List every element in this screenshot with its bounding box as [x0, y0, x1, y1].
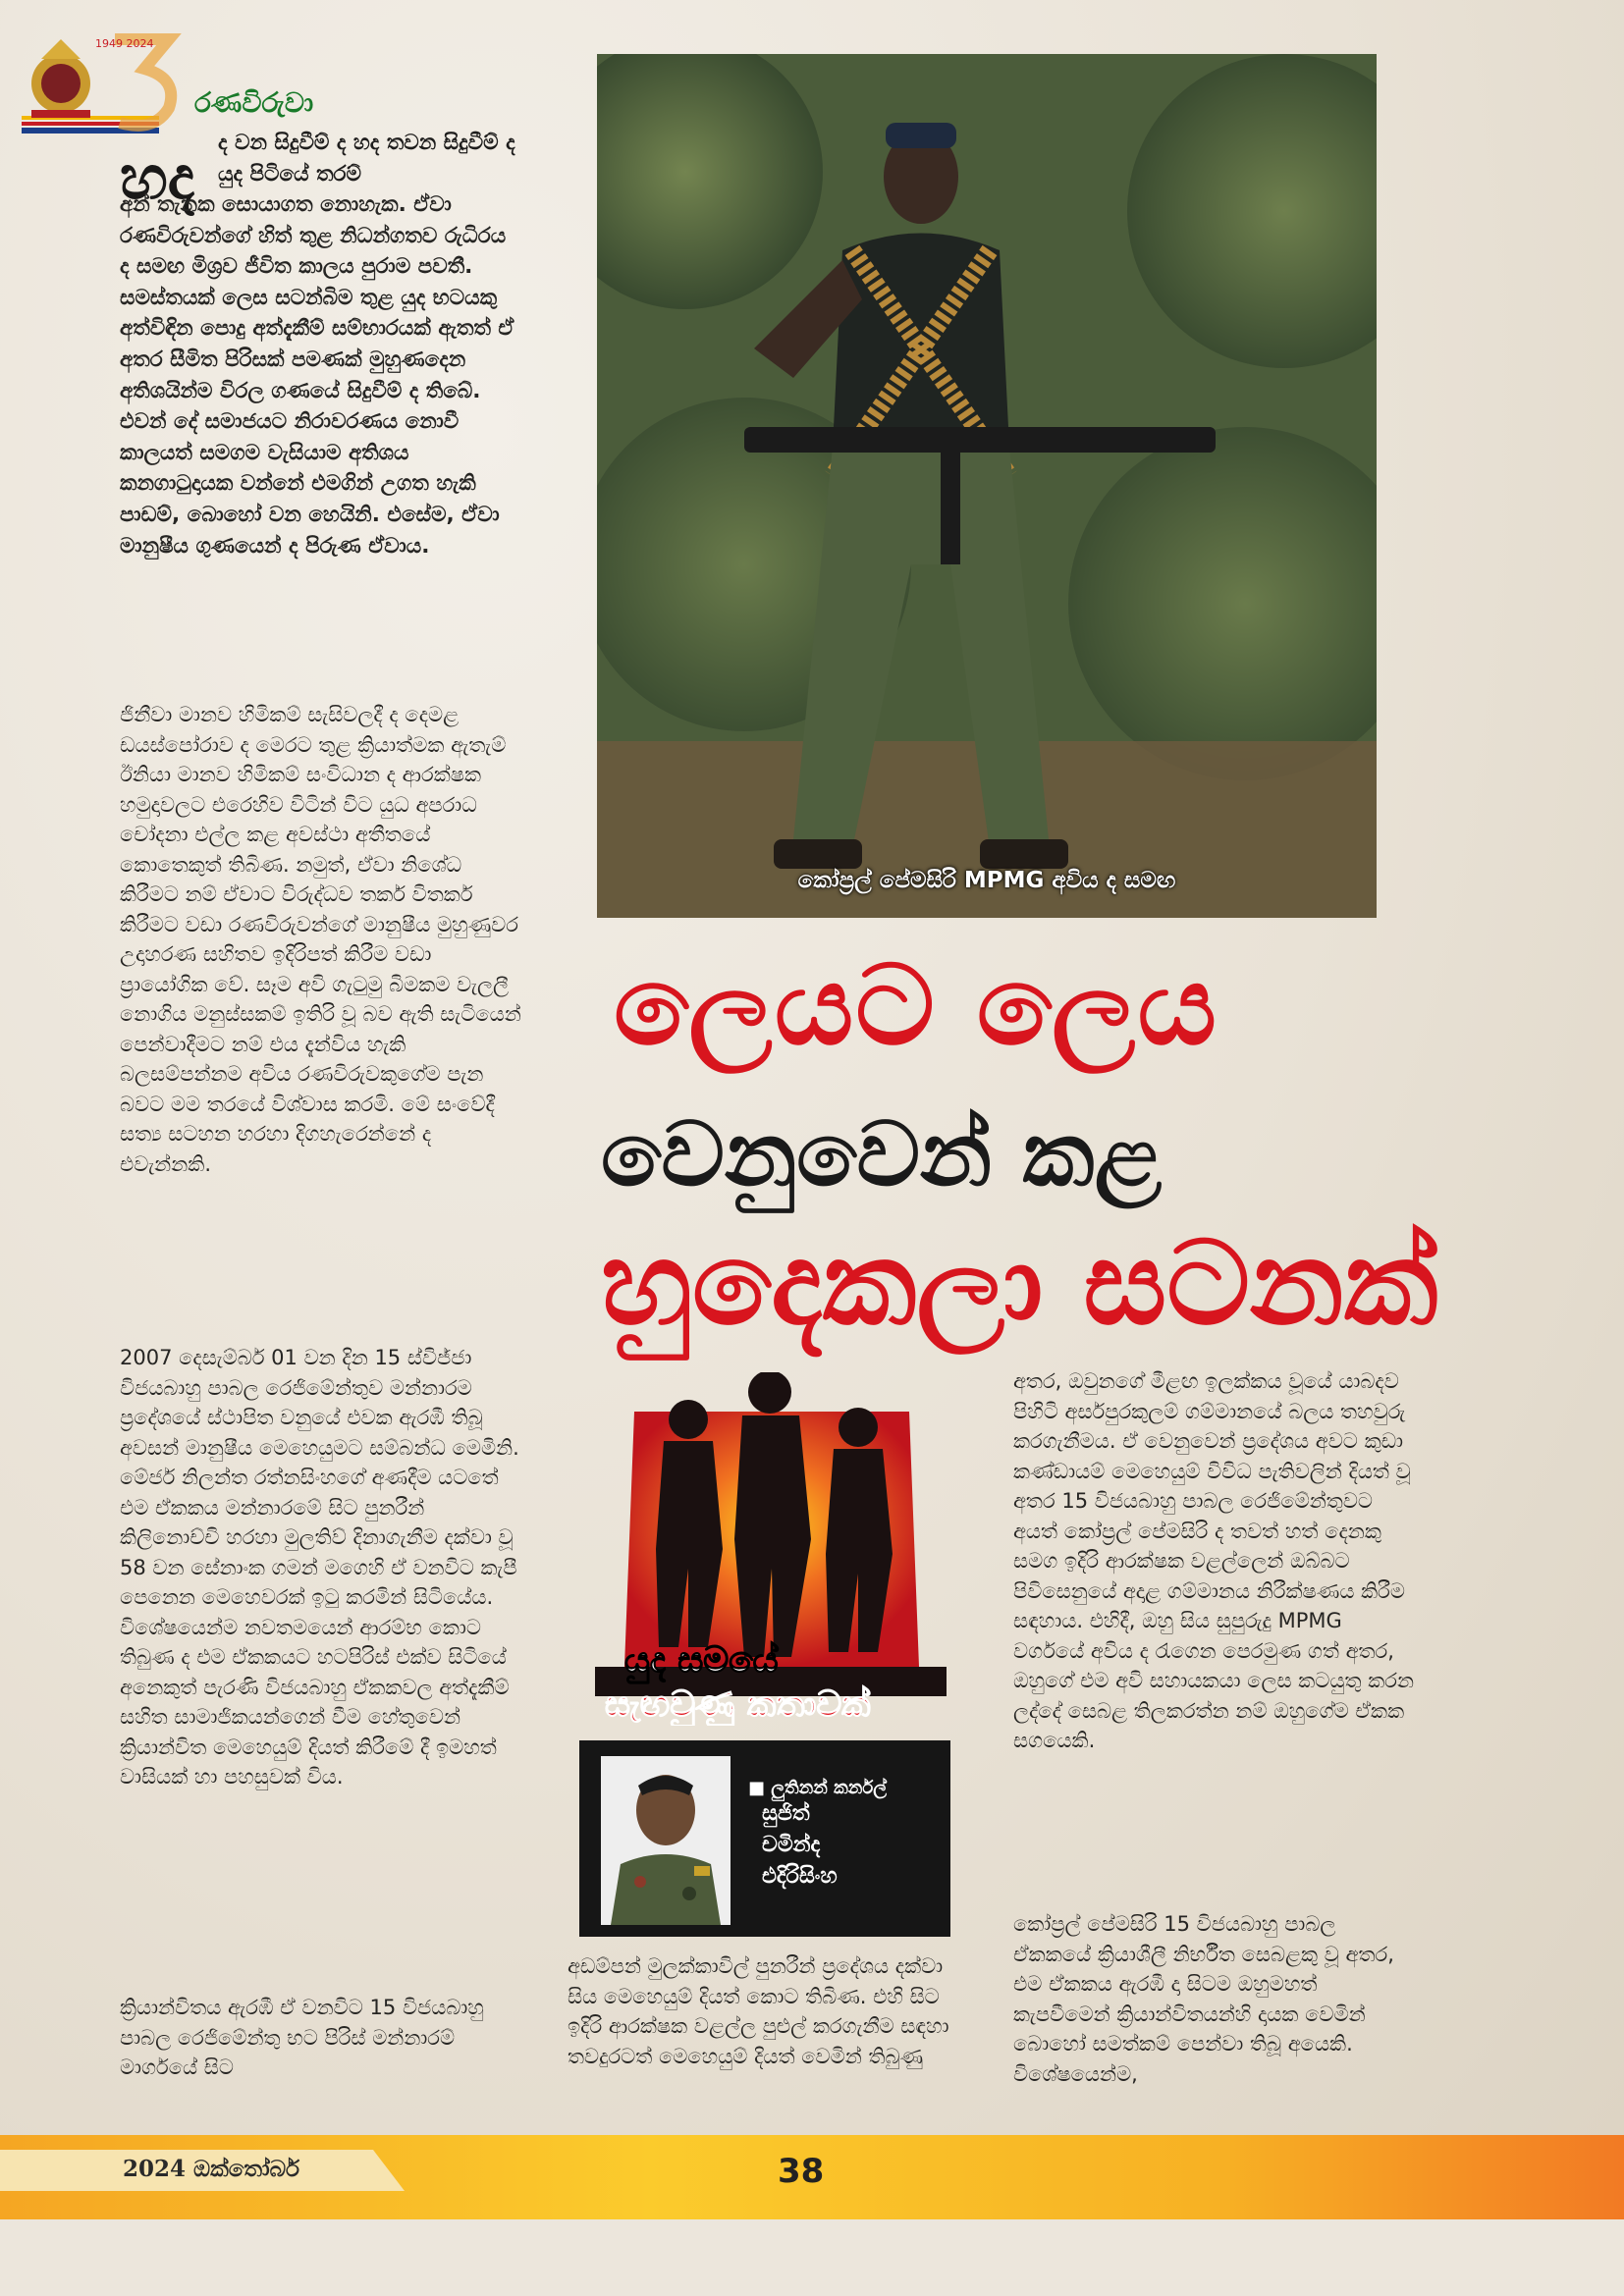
- author-first-name: සුජිත්: [762, 1801, 810, 1826]
- soldier-photo-illustration: [597, 54, 1377, 918]
- body-paragraph-4: අඩම්පන් මුලක්කාවිල් පුනරීන් ප්‍රදේශය දක්වා සිය මෙහෙයුම් දියත් කොට තිබිණ. එහි සිට ඉදිරි ආරක්ෂක වළල්ල පුළුල් කරගැනීම සඳහා තවදුරටත් මෙහෙයුම් දියත් වෙමින් තිබුණු: [568, 1954, 949, 2068]
- drop-cap: හද: [120, 141, 195, 213]
- body-paragraph-5: අතර, ඔවුනගේ මීළඟ ඉලක්කය වූයේ යාබදව පිහිටි අර්සපුරකුලම් ගම්මානයේ බලය තහවුරු කරගැනීමය. ඒ වෙනුවෙන් ප්‍රදේශය අවට කුඩා කණ්ඩායම් මෙහෙයුම් විවිධ පැතිවලින් දියත් වූ අතර 15 විජයබාහු පාබල රෙජිමේන්තුවට අයත් කෝප්‍රල් පේමසිරි ද තවත් හත් දෙනකු සමග ඉදිරි ආරක්ෂක වළල්ලෙන් ඔබ්බට පිවිසෙනුයේ අදාළ ගම්මානය නිරීක්ෂණය කිරීම සඳහාය. එහිදී, ඔහු සිය සුපුරුදු MPMG වර්ගයේ අවිය ද රැගෙන පෙරමුණ ගත් අතර, ඔහුගේ එම අවි සහායකයා ලෙස කටයුතු කරන ලද්දේ සෙබළ තිලකරත්න නම් ඔහුගේම ඒකක සගයෙකි.: [1013, 1369, 1415, 1752]
- brand-name: රණවිරුවා: [194, 86, 314, 119]
- issue-date: 2024 ඔක්තෝබර්: [123, 2156, 299, 2182]
- author-box: [579, 1740, 950, 1937]
- photo-caption: කෝප්‍රල් පේමසිරි MPMG අවිය ද සමඟ: [797, 868, 1176, 893]
- series-line-2: සැඟවුණු කතාවක්: [605, 1684, 871, 1725]
- series-line-1: යුද සමයේ: [624, 1640, 779, 1681]
- headline-line-2: වෙනුවෙන් කළ: [601, 1103, 1163, 1206]
- author-rank: ■ ලුතිනන් කර්නල්: [748, 1778, 887, 1798]
- author-last-name: එදිරිසිංහ: [762, 1864, 838, 1889]
- lead-paragraph: අන් තැනක සොයාගත නොහැක. ඒවා රණවිරුවන්ගේ හිත් තුළ නිධන්ගතව රුධිරය ද සමඟ මිශ්‍රව ජීවිත කාලය පුරාම පවතී. සමස්තයක් ලෙස සටන්බිම තුළ යුද භටයකු අත්විඳින පොදු අත්දැකීම් සම්භාරයක් ඇතත් ඒ අතර සීමිත පිරිසක් පමණක් මුහුණදෙන අතිශයින්ම විරල ගණයේ සිදුවීම් ද තිබේ. එවන් දේ සමාජයට නිරාවරණය නොවී කාලයත් සමගම වැසියාම අතිශය කනගාටුදායක වන්නේ එමගින් උගත හැකි පාඩම්, බොහෝ වන හෙයිනි. එසේම, ඒවා මානුෂීය ගුණයෙන් ද පිරුණ ඒවාය.: [120, 192, 514, 559]
- series-logo: [595, 1372, 947, 1726]
- headline-line-1: ලෙයට ලෙය: [614, 942, 1219, 1070]
- headline-line-3: හුදෙකලා සටනක්: [601, 1215, 1438, 1351]
- army-75-years-logo: [22, 29, 189, 147]
- lead-first-lines: ද වන සිදුවීම් ද හද තවන සිදුවීම් ද යුද පිටියේ තරම්: [218, 131, 515, 187]
- logo-years: 1949 2024: [95, 37, 154, 50]
- author-middle-name: චමින්ද: [762, 1833, 821, 1857]
- author-photo: [601, 1756, 731, 1925]
- body-paragraph-2: 2007 දෙසැම්බර් 01 වන දින 15 ස්විජ්ජා විජයබාහු පාබල රෙජිමේන්තුව මන්නාරම ප්‍රදේශයේ ස්ථාපිත වනුයේ එවක ඇරඹී තිබූ අවසන් මානුෂීය මෙහෙයුමට සම්බන්ධ මෙමිනි. මේජර් නිලන්ත රත්නසිංහගේ අණදීම යටතේ එම ඒකකය මන්නාරමේ සිට පුනරීන් කිලිනොච්චි හරහා මුලතිව් දිනාගැනීම දක්වා වූ 58 වන සේනාංක ගමන් මගෙහි ඒ වනවිට කැපී පෙනෙන මෙහෙවරක් ඉටු කරමින් සිටියේය. විශේෂයෙන්ම නවතමයෙන් ආරම්භ කොට තිබුණ ද එම ඒකකයට හටපිරිස් එක්ව සිටියේ අනෙකුත් පැරණි විජයබාහු ඒකකවල අත්දැකීම් සහිත සාමාජිකයන්ගෙන් වීම හේතුවෙන් ක්‍රියාන්විත මෙහෙයුම් දියත් කිරීමේ දී ඉමහත් වාසියක් හා පහසුවක් විය.: [120, 1346, 519, 1789]
- body-paragraph-3: ක්‍රියාන්විතය ඇරඹී ඒ වනවිට 15 විජයබාහු පාබල රෙජිමේන්තු භට පිරිස් මන්නාරම් මාර්ගයේ සිට: [120, 1996, 484, 2079]
- page-number: 38: [778, 2152, 825, 2191]
- soldier-photo: [597, 54, 1377, 918]
- body-paragraph-1: ජිනීවා මානව හිමිකම් සැසිවලදී ද දෙමළ ඩයස්පෝරාව ද මෙරට තුළ ක්‍රියාත්මක ඇතැම් ඊනියා මානව හිමිකම් සංවිධාන ද ආරක්ෂක හමුදාවලට එරෙහිව විටින් විට යුධ අපරාධ චෝදනා එල්ල කළ අවස්ථා අතීතයේ කොතෙකුත් තිබිණ. නමුත්, ඒවා නිශේධ කිරීමට නම් ඒවාට විරුද්ධව තර්ක විතර්ක කිරීමට වඩා රණවිරුවන්ගේ මානුෂීය මුහුණුවර උදාහරණ සහිතව ඉදිරිපත් කිරීම වඩා ප්‍රායෝගික වේ. සෑම අවි ගැටුමු බිමකම වැලලී නොගිය මනුස්සකම් ඉතිරි වූ බව ඇති සැටියෙන් පෙන්වාදීමට නම් එය දැන්විය හැකි බලසම්පන්නම අවිය රණවිරුවකුගේම පැන බවට මම තරයේ විශ්වාස කරමි. මේ සංවේදී සත්‍ය සටහන හරහා දිගහැරෙන්නේ ද එවැන්නකි.: [120, 703, 521, 1176]
- body-paragraph-6: කෝප්‍රල් පේමසිරි 15 විජයබාහු පාබල ඒකකයේ ක්‍රියාශීලී නිර්භීත සෙබළකු වූ අතර, එම ඒකකය ඇරඹී දා සිටම ඔහුමහත් කැපවීමෙන් ක්‍රියාන්විතයන්හි දායක වෙමින් බොහෝ සමත්කම් පෙන්වා තිබූ අයෙකි. විශේෂයෙන්ම,: [1013, 1912, 1394, 2086]
